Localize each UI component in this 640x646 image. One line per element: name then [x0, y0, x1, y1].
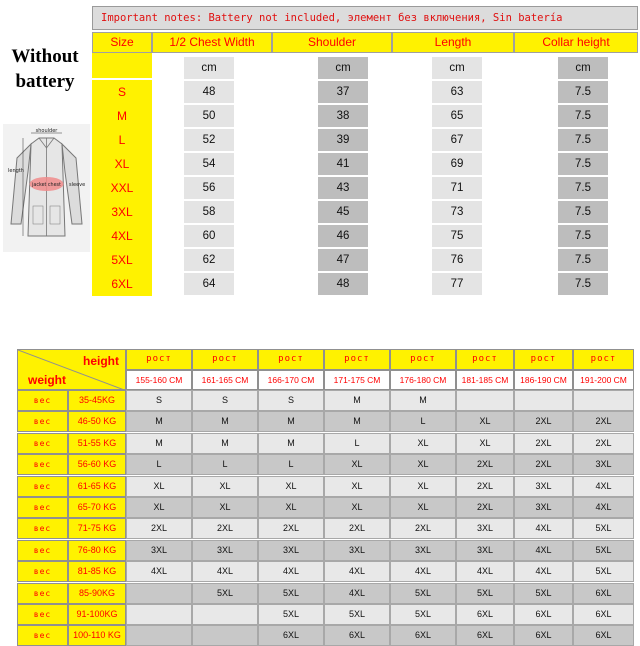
weight-range: 76-80 KG — [68, 540, 126, 561]
size-recommendation: 5XL — [192, 583, 258, 604]
jacket-measurement-diagram — [3, 124, 90, 252]
header-chest: 1/2 Chest Width — [152, 32, 272, 53]
size-recommendation: 2XL — [514, 454, 573, 475]
size-recommendation — [456, 390, 514, 411]
size-label: M — [92, 104, 152, 128]
weight-range: 91-100KG — [68, 604, 126, 625]
size-recommendation: 4XL — [456, 561, 514, 582]
ves-label: вес — [17, 497, 68, 518]
size-recommendation: XL — [390, 476, 456, 497]
size-recommendation: 6XL — [573, 625, 634, 646]
weight-range: 85-90KG — [68, 583, 126, 604]
size-recommendation: 3XL — [390, 540, 456, 561]
unit-cell-shoulder: cm — [318, 57, 368, 79]
size-recommendation: 3XL — [514, 497, 573, 518]
ves-label: вес — [17, 390, 68, 411]
header-collar: Collar height — [514, 32, 638, 53]
size-value-shoulder: 48 — [318, 273, 368, 295]
size-recommendation: 4XL — [324, 583, 390, 604]
rost-label: рост — [514, 349, 573, 370]
size-recommendation: 5XL — [514, 583, 573, 604]
size-recommendation: XL — [324, 454, 390, 475]
size-value-chest: 48 — [184, 81, 234, 103]
size-recommendation: 4XL — [573, 476, 634, 497]
size-value-length: 76 — [432, 249, 482, 271]
size-label: L — [92, 128, 152, 152]
ves-label: вес — [17, 604, 68, 625]
size-recommendation: 6XL — [573, 604, 634, 625]
size-recommendation: 2XL — [258, 518, 324, 539]
size-recommendation: 5XL — [390, 604, 456, 625]
size-recommendation: 2XL — [573, 411, 634, 432]
ves-label: вес — [17, 583, 68, 604]
size-recommendation: M — [126, 411, 192, 432]
weight-range: 100-110 KG — [68, 625, 126, 646]
size-value-shoulder: 43 — [318, 177, 368, 199]
size-recommendation: 4XL — [390, 561, 456, 582]
battery-note: Important notes: Battery not included, элемент без включения, Sin batería — [92, 6, 638, 30]
rost-label: рост — [126, 349, 192, 370]
size-recommendation — [514, 390, 573, 411]
size-recommendation — [126, 583, 192, 604]
size-recommendation: 6XL — [514, 604, 573, 625]
weight-label: weight — [28, 373, 66, 387]
size-recommendation: XL — [192, 497, 258, 518]
unit-cell-length: cm — [432, 57, 482, 79]
size-recommendation: 5XL — [258, 583, 324, 604]
unit-cell-collar: cm — [558, 57, 608, 79]
size-recommendation: M — [390, 390, 456, 411]
size-label: 3XL — [92, 200, 152, 224]
size-value-collar: 7.5 — [558, 225, 608, 247]
size-recommendation: 3XL — [324, 540, 390, 561]
size-recommendation: 5XL — [456, 583, 514, 604]
size-label: S — [92, 80, 152, 104]
size-recommendation — [126, 604, 192, 625]
size-recommendation: 2XL — [324, 518, 390, 539]
size-recommendation: XL — [258, 497, 324, 518]
size-recommendation: 2XL — [192, 518, 258, 539]
size-recommendation: S — [126, 390, 192, 411]
size-value-collar: 7.5 — [558, 177, 608, 199]
size-recommendation: XL — [324, 476, 390, 497]
size-recommendation: 2XL — [126, 518, 192, 539]
size-recommendation: 6XL — [456, 625, 514, 646]
height-range: 171-175 CM — [324, 370, 390, 390]
size-recommendation: XL — [390, 433, 456, 454]
size-recommendation: XL — [126, 497, 192, 518]
size-recommendation: M — [324, 390, 390, 411]
height-range: 166-170 CM — [258, 370, 324, 390]
size-recommendation: 4XL — [324, 561, 390, 582]
size-value-collar: 7.5 — [558, 249, 608, 271]
chart-corner — [17, 349, 126, 390]
weight-range: 61-65 KG — [68, 476, 126, 497]
size-value-collar: 7.5 — [558, 105, 608, 127]
height-range: 155-160 CM — [126, 370, 192, 390]
size-recommendation: 5XL — [573, 518, 634, 539]
size-recommendation: L — [390, 411, 456, 432]
size-label: XL — [92, 152, 152, 176]
size-value-shoulder: 39 — [318, 129, 368, 151]
size-value-shoulder: 45 — [318, 201, 368, 223]
ves-label: вес — [17, 540, 68, 561]
size-value-chest: 56 — [184, 177, 234, 199]
size-recommendation: M — [126, 433, 192, 454]
size-value-length: 73 — [432, 201, 482, 223]
size-recommendation: 4XL — [126, 561, 192, 582]
size-recommendation: M — [258, 433, 324, 454]
size-recommendation: 3XL — [573, 454, 634, 475]
height-range: 176-180 CM — [390, 370, 456, 390]
size-recommendation: 5XL — [573, 540, 634, 561]
size-value-length: 77 — [432, 273, 482, 295]
ves-label: вес — [17, 561, 68, 582]
size-recommendation: 2XL — [514, 433, 573, 454]
rost-label: рост — [258, 349, 324, 370]
size-recommendation: 6XL — [390, 625, 456, 646]
without-battery-line-1: Without — [11, 46, 79, 67]
size-recommendation: XL — [390, 497, 456, 518]
size-value-length: 63 — [432, 81, 482, 103]
header-size: Size — [92, 32, 152, 53]
size-unit-blank — [92, 53, 152, 78]
size-recommendation: 5XL — [324, 604, 390, 625]
weight-range: 56-60 KG — [68, 454, 126, 475]
ves-label: вес — [17, 625, 68, 646]
size-value-shoulder: 37 — [318, 81, 368, 103]
size-recommendation: S — [192, 390, 258, 411]
size-recommendation — [192, 604, 258, 625]
height-range: 181-185 CM — [456, 370, 514, 390]
size-recommendation: 2XL — [390, 518, 456, 539]
size-recommendation: L — [324, 433, 390, 454]
rost-label: рост — [456, 349, 514, 370]
size-recommendation: 3XL — [514, 476, 573, 497]
diagram-length-text: length — [8, 168, 24, 174]
size-value-length: 67 — [432, 129, 482, 151]
ves-label: вес — [17, 476, 68, 497]
size-recommendation: XL — [390, 454, 456, 475]
ves-label: вес — [17, 411, 68, 432]
size-value-chest: 52 — [184, 129, 234, 151]
size-recommendation: 4XL — [514, 540, 573, 561]
size-value-chest: 64 — [184, 273, 234, 295]
size-value-shoulder: 47 — [318, 249, 368, 271]
ves-label: вес — [17, 454, 68, 475]
weight-range: 35-45KG — [68, 390, 126, 411]
height-range: 186-190 CM — [514, 370, 573, 390]
weight-range: 71-75 KG — [68, 518, 126, 539]
without-battery-line-2: battery — [15, 71, 75, 92]
size-recommendation: 5XL — [258, 604, 324, 625]
rost-label: рост — [390, 349, 456, 370]
size-recommendation: L — [258, 454, 324, 475]
size-recommendation: 2XL — [456, 497, 514, 518]
size-value-chest: 60 — [184, 225, 234, 247]
size-label: XXL — [92, 176, 152, 200]
size-value-collar: 7.5 — [558, 201, 608, 223]
size-recommendation: XL — [456, 433, 514, 454]
size-value-collar: 7.5 — [558, 153, 608, 175]
ves-label: вес — [17, 433, 68, 454]
size-recommendation — [192, 625, 258, 646]
weight-range: 46-50 KG — [68, 411, 126, 432]
weight-range: 65-70 KG — [68, 497, 126, 518]
size-value-shoulder: 46 — [318, 225, 368, 247]
size-recommendation: 2XL — [456, 454, 514, 475]
size-recommendation: 5XL — [573, 561, 634, 582]
rost-label: рост — [573, 349, 634, 370]
diagram-sleeve-text: sleeve — [69, 182, 86, 188]
size-recommendation: M — [258, 411, 324, 432]
size-recommendation: 6XL — [514, 625, 573, 646]
size-recommendation: M — [324, 411, 390, 432]
size-value-chest: 54 — [184, 153, 234, 175]
ves-label: вес — [17, 518, 68, 539]
height-range: 191-200 CM — [573, 370, 634, 390]
size-label: 4XL — [92, 224, 152, 248]
header-length: Length — [392, 32, 514, 53]
size-recommendation: 3XL — [126, 540, 192, 561]
size-recommendation: 2XL — [573, 433, 634, 454]
size-recommendation: XL — [192, 476, 258, 497]
size-recommendation: 3XL — [456, 518, 514, 539]
size-recommendation: 4XL — [192, 561, 258, 582]
size-value-collar: 7.5 — [558, 129, 608, 151]
size-recommendation: 6XL — [258, 625, 324, 646]
size-value-collar: 7.5 — [558, 273, 608, 295]
size-recommendation: 4XL — [258, 561, 324, 582]
size-recommendation: XL — [126, 476, 192, 497]
size-recommendation — [126, 625, 192, 646]
size-recommendation: XL — [324, 497, 390, 518]
unit-cell-chest: cm — [184, 57, 234, 79]
size-recommendation: 2XL — [456, 476, 514, 497]
diagram-shoulder-text: shoulder — [35, 128, 58, 134]
size-recommendation: XL — [258, 476, 324, 497]
size-recommendation: 4XL — [573, 497, 634, 518]
size-recommendation: M — [192, 433, 258, 454]
size-recommendation: 6XL — [324, 625, 390, 646]
size-recommendation: 3XL — [192, 540, 258, 561]
size-recommendation: XL — [456, 411, 514, 432]
size-recommendation: 5XL — [390, 583, 456, 604]
rost-label: рост — [192, 349, 258, 370]
diagram-chest-text: jacket chest — [32, 183, 61, 188]
size-recommendation: S — [258, 390, 324, 411]
size-value-length: 65 — [432, 105, 482, 127]
size-value-collar: 7.5 — [558, 81, 608, 103]
size-value-shoulder: 38 — [318, 105, 368, 127]
size-value-chest: 58 — [184, 201, 234, 223]
size-value-length: 75 — [432, 225, 482, 247]
header-shoulder: Shoulder — [272, 32, 392, 53]
size-recommendation: 2XL — [514, 411, 573, 432]
weight-range: 81-85 KG — [68, 561, 126, 582]
size-recommendation: 3XL — [258, 540, 324, 561]
size-recommendation: L — [192, 454, 258, 475]
size-value-length: 69 — [432, 153, 482, 175]
height-label: height — [83, 354, 119, 368]
height-range: 161-165 CM — [192, 370, 258, 390]
size-value-chest: 62 — [184, 249, 234, 271]
size-label: 6XL — [92, 272, 152, 296]
size-recommendation: M — [192, 411, 258, 432]
size-recommendation — [573, 390, 634, 411]
size-value-chest: 50 — [184, 105, 234, 127]
size-value-shoulder: 41 — [318, 153, 368, 175]
size-value-length: 71 — [432, 177, 482, 199]
size-recommendation: L — [126, 454, 192, 475]
size-recommendation: 6XL — [573, 583, 634, 604]
weight-range: 51-55 KG — [68, 433, 126, 454]
without-battery-label — [0, 44, 90, 94]
size-recommendation: 4XL — [514, 561, 573, 582]
size-recommendation: 4XL — [514, 518, 573, 539]
size-label: 5XL — [92, 248, 152, 272]
size-recommendation: 3XL — [456, 540, 514, 561]
size-recommendation: 6XL — [456, 604, 514, 625]
rost-label: рост — [324, 349, 390, 370]
